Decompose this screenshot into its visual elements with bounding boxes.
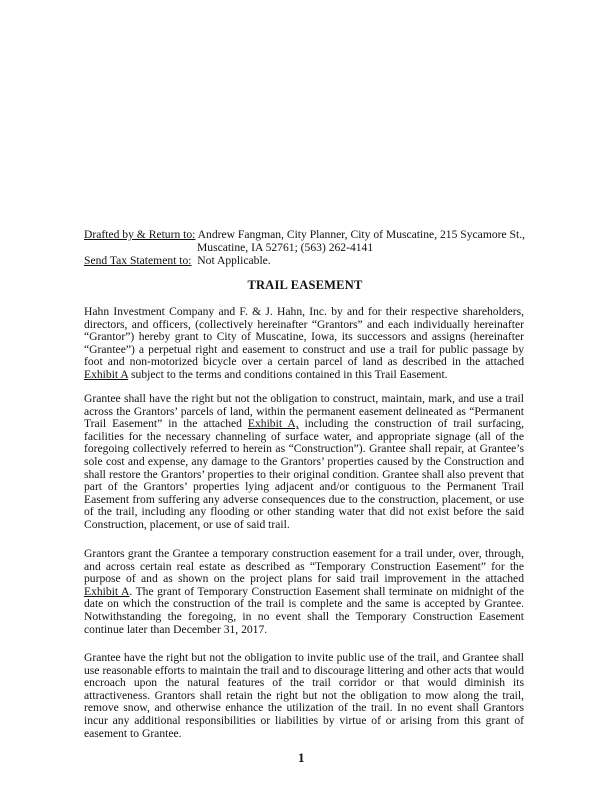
paragraph-grant [84, 306, 524, 382]
document-title: TRAIL EASEMENT [247, 278, 363, 292]
tax-statement-label: Send Tax Statement to: [84, 254, 192, 267]
paragraph-text: subject to the terms and conditions contained in this Trail Easement. [128, 367, 448, 381]
paragraph-text: . The grant of Temporary Construction Easement shall terminate on midnight of the date on which the construction of the trail is complete and the same is accepted by Grantee. Notwithstanding the foregoing, in no event shall the Temporary Construction Easement continue later than December 31, 2017. [84, 584, 524, 636]
exhibit-a-reference: Exhibit A [84, 367, 129, 381]
document-header [84, 228, 544, 267]
paragraph-permanent-easement [84, 393, 524, 532]
drafted-by-label: Drafted by & Return to: [84, 228, 196, 241]
drafted-by-address: Muscatine, IA 52761; (563) 262-4141 [197, 241, 374, 254]
page-number: 1 [298, 750, 305, 765]
drafted-by-row [84, 228, 544, 241]
paragraph-text: Grantee shall have the right but not the obligation to construct, maintain, mark, and use a trail across the Grantors’ parcels of land, within the permanent easement delineated as “Permanent Trail Easement” in the attached [84, 392, 524, 431]
paragraph-temporary-easement [84, 548, 524, 636]
exhibit-a-reference: Exhibit A [84, 584, 130, 598]
paragraph-text: including the construction of trail surfacing, facilities for the necessary channeling of surface water, and appropriate signage (all of the foregoing collectively referred to herein as “Construction”). Grantee shall repair, at Grantee’s sole cost and expense, any damage to the Grantors’ properties caused by the Construction and shall restore the Grantors’ properties to their original condition. Grantee shall also prevent that part of the Grantors’ properties lying adjacent and/or contiguous to the Permanent Trail Easement from suffering any adverse consequences due to the construction, placement, or use of the trail, including any flooding or other standing water that did not exist before the said Construction, placement, or use of said trail. [84, 417, 524, 531]
exhibit-a-reference: Exhibit A, [247, 417, 299, 431]
tax-statement-value: Not Applicable. [191, 254, 271, 267]
paragraph-text: Hahn Investment Company and F. & J. Hahn, Inc. by and for their respective shareholders, directors, and officers, (collectively hereinafter “Grantors” and each individually hereinafter “Grantor”) hereby grant to City of Muscatine, Iowa, its successors and assigns (hereinafter “Grantee”) a perpetual right and easement to construct and use a trail for public passage by foot and non-motorized bicycle over a certain parcel of land as described in the attached [84, 305, 524, 369]
paragraph-text: Grantors grant the Grantee a temporary construction easement for a trail under, over, through, and across certain real estate as described as “Temporary Construction Easement” for the purpose of and as shown on the project plans for said trail improvement in the attached [84, 547, 524, 586]
tax-statement-row [84, 254, 544, 267]
paragraph-public-use: Grantee have the right but not the obligation to invite public use of the trail, and Grantee shall use reasonable efforts to maintain the trail and to discourage littering and other acts that would encroach upon the natural features of the trail corridor or that would diminish its attractiveness. Grantors shall retain the right but not the obligation to mow along the trail, remove snow, and otherwise enhance the utilization of the trail. In no event shall Grantors incur any additional responsibilities or liabilities by virtue of or arising from this grant of easement to Grantee. [84, 651, 524, 740]
drafted-by-value: Andrew Fangman, City Planner, City of Muscatine, 215 Sycamore St., [195, 228, 526, 241]
